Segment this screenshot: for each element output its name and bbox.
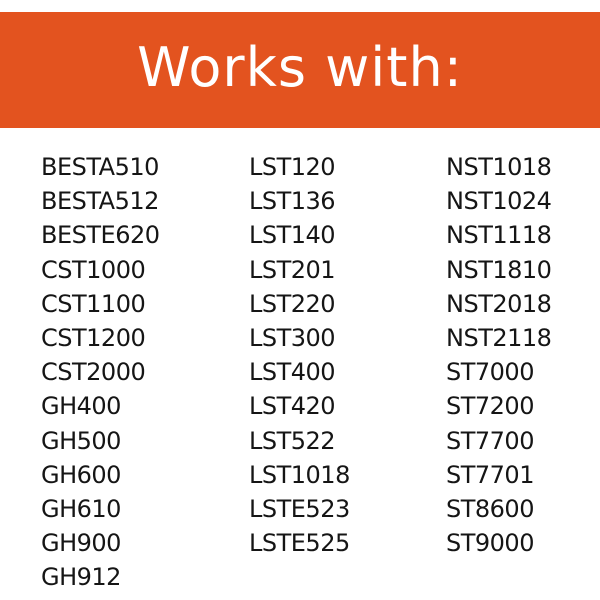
model-number: GH400	[41, 392, 121, 421]
model-number: LST1018	[249, 460, 350, 489]
model-number: ST7700	[446, 426, 534, 455]
model-list-column-3	[446, 150, 551, 560]
model-number: GH600	[41, 460, 121, 489]
model-number: NST1018	[446, 153, 552, 181]
model-number: GH912	[41, 563, 121, 592]
model-number: GH500	[41, 426, 121, 455]
model-number: LST220	[249, 289, 336, 318]
model-number: BESTE620	[41, 221, 160, 250]
model-number: NST2018	[446, 289, 552, 318]
model-number: CST1200	[41, 323, 146, 352]
model-number: ST7200	[446, 392, 534, 421]
header-banner	[0, 12, 600, 128]
model-number: LST400	[249, 358, 336, 387]
model-number: BESTA510	[41, 153, 159, 181]
model-number: LST120	[249, 153, 336, 181]
model-number: LST136	[249, 187, 336, 216]
model-number: GH900	[41, 529, 121, 558]
model-number: CST2000	[41, 358, 146, 387]
model-number: ST9000	[446, 529, 534, 558]
model-number: LST201	[249, 255, 336, 284]
model-number: NST2118	[446, 323, 552, 352]
model-number: LSTE523	[249, 494, 350, 523]
model-number: NST1118	[446, 221, 552, 250]
model-number: GH610	[41, 494, 121, 523]
model-number: ST7000	[446, 358, 534, 387]
model-number: NST1810	[446, 255, 552, 284]
model-number: CST1100	[41, 289, 146, 318]
model-number: LST522	[249, 426, 336, 455]
model-number: LSTE525	[249, 529, 350, 558]
model-number: ST7701	[446, 460, 534, 489]
model-number: LST420	[249, 392, 336, 421]
model-list-column-2	[249, 150, 350, 560]
model-number: ST8600	[446, 494, 534, 523]
model-number: LST140	[249, 221, 336, 250]
model-number: CST1000	[41, 255, 146, 284]
model-list-column-1	[41, 150, 160, 594]
model-number: BESTA512	[41, 187, 159, 216]
model-number: NST1024	[446, 187, 552, 216]
banner-title: Works with:	[137, 36, 463, 99]
model-number: LST300	[249, 323, 336, 352]
